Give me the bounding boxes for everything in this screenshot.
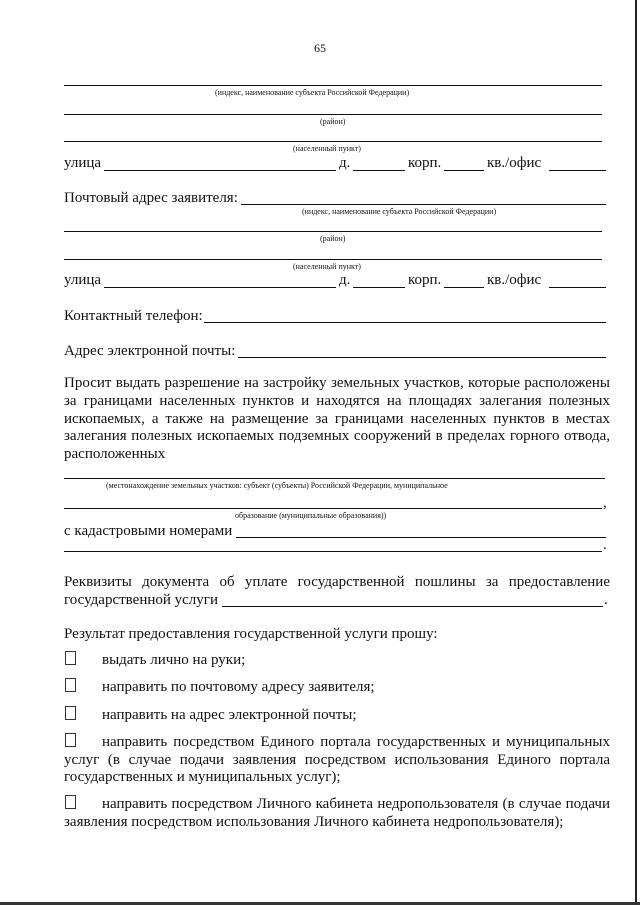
location-caption-2: образование (муниципальные образования)) xyxy=(235,511,387,520)
option-post-checkbox[interactable] xyxy=(65,678,76,692)
postal-street-field[interactable] xyxy=(104,287,336,288)
house-label: д. xyxy=(339,155,351,171)
result-heading: Результат предоставления государственной услуги прошу: xyxy=(64,626,438,642)
postal-settlement-line[interactable] xyxy=(64,259,602,260)
postal-apartment-label: кв./офис xyxy=(487,272,542,288)
option-portal-line-3: государственных и муниципальных услуг); xyxy=(64,769,341,785)
location-line-2[interactable] xyxy=(64,508,602,509)
page-edge-right xyxy=(635,0,637,905)
location-line[interactable] xyxy=(64,478,605,479)
fee-paragraph xyxy=(64,574,610,592)
request-paragraph xyxy=(64,375,610,464)
email-label: Адрес электронной почты: xyxy=(64,343,236,359)
option-portal-line-1: направить посредством Единого портала государственных и муниципальных xyxy=(102,734,610,750)
request-line-3: ископаемых, а также на размещение за границами населенных пунктов в местах xyxy=(64,410,610,427)
option-portal-line-2: услуг (в случае подачи заявления посредством использования Единого портала xyxy=(64,752,610,768)
apartment-field[interactable] xyxy=(549,170,606,171)
location-comma: , xyxy=(603,495,607,511)
postal-district-caption: (район) xyxy=(320,234,346,243)
postal-building-label: корп. xyxy=(408,272,442,288)
option-portal-checkbox[interactable] xyxy=(65,733,76,747)
apartment-label: кв./офис xyxy=(487,155,542,171)
postal-house-field[interactable] xyxy=(353,287,405,288)
cadastral-field-2[interactable] xyxy=(64,551,602,552)
option-cabinet-line-1-wrap xyxy=(102,796,610,814)
building-field[interactable] xyxy=(444,170,484,171)
option-portal-line-1-wrap xyxy=(102,734,610,752)
option-email-checkbox[interactable] xyxy=(65,706,76,720)
postal-address-label: Почтовый адрес заявителя: xyxy=(64,190,238,206)
fee-field[interactable] xyxy=(222,606,603,607)
fee-line-2: государственной услуги xyxy=(64,592,218,608)
request-line-5: расположенных xyxy=(64,446,166,463)
fee-line-1: Реквизиты документа об уплате государственной пошлины за предоставление xyxy=(64,574,610,590)
district-caption: (район) xyxy=(320,117,346,126)
house-field[interactable] xyxy=(353,170,405,171)
street-field[interactable] xyxy=(104,170,336,171)
option-cabinet-line-2: заявления посредством использования Личного кабинета недропользователя); xyxy=(64,814,564,830)
request-line-1: Просит выдать разрешение на застройку земельных участков, которые расположены xyxy=(64,375,610,391)
postal-district-line[interactable] xyxy=(64,231,602,232)
cadastral-field[interactable] xyxy=(236,537,606,538)
email-field[interactable] xyxy=(238,357,606,358)
settlement-line[interactable] xyxy=(64,141,602,142)
request-line-2: за границами населенных пунктов и находятся на площадях залегания полезных xyxy=(64,392,610,409)
street-label: улица xyxy=(64,155,102,171)
page-number: 65 xyxy=(314,41,326,55)
option-in-person-checkbox[interactable] xyxy=(65,651,76,665)
fee-period: . xyxy=(604,592,608,608)
option-email-label: направить на адрес электронной почты; xyxy=(102,707,357,723)
subject-caption: (индекс, наименование субъекта Российской Федерации) xyxy=(215,88,410,97)
phone-field[interactable] xyxy=(204,322,606,323)
option-in-person-label: выдать лично на руки; xyxy=(102,652,246,668)
building-label: корп. xyxy=(408,155,442,171)
postal-house-label: д. xyxy=(339,272,351,288)
option-cabinet-line-1: направить посредством Личного кабинета недропользователя (в случае подачи xyxy=(102,796,610,812)
postal-building-field[interactable] xyxy=(444,287,484,288)
postal-subject-field[interactable] xyxy=(241,204,606,205)
location-caption: (местонахождение земельных участков: субъект (субъекты) Российской Федерации, муниципальное xyxy=(106,481,448,490)
cadastral-label: с кадастровыми номерами xyxy=(64,523,233,539)
option-cabinet-checkbox[interactable] xyxy=(65,795,76,809)
postal-apartment-field[interactable] xyxy=(549,287,606,288)
option-post-label: направить по почтовому адресу заявителя; xyxy=(102,679,375,695)
cadastral-period: . xyxy=(603,537,607,553)
request-line-4: залегания полезных ископаемых подземных сооружений в пределах горного отвода, xyxy=(64,428,610,445)
phone-label: Контактный телефон: xyxy=(64,308,203,324)
postal-street-label: улица xyxy=(64,272,102,288)
settlement-caption: (населенный пункт) xyxy=(293,144,361,153)
postal-settlement-caption: (населенный пункт) xyxy=(293,262,361,271)
district-line[interactable] xyxy=(64,114,602,115)
subject-line[interactable] xyxy=(64,85,602,86)
postal-subject-caption: (индекс, наименование субъекта Российской Федерации) xyxy=(302,207,497,216)
option-portal-line-2-wrap xyxy=(64,752,610,770)
